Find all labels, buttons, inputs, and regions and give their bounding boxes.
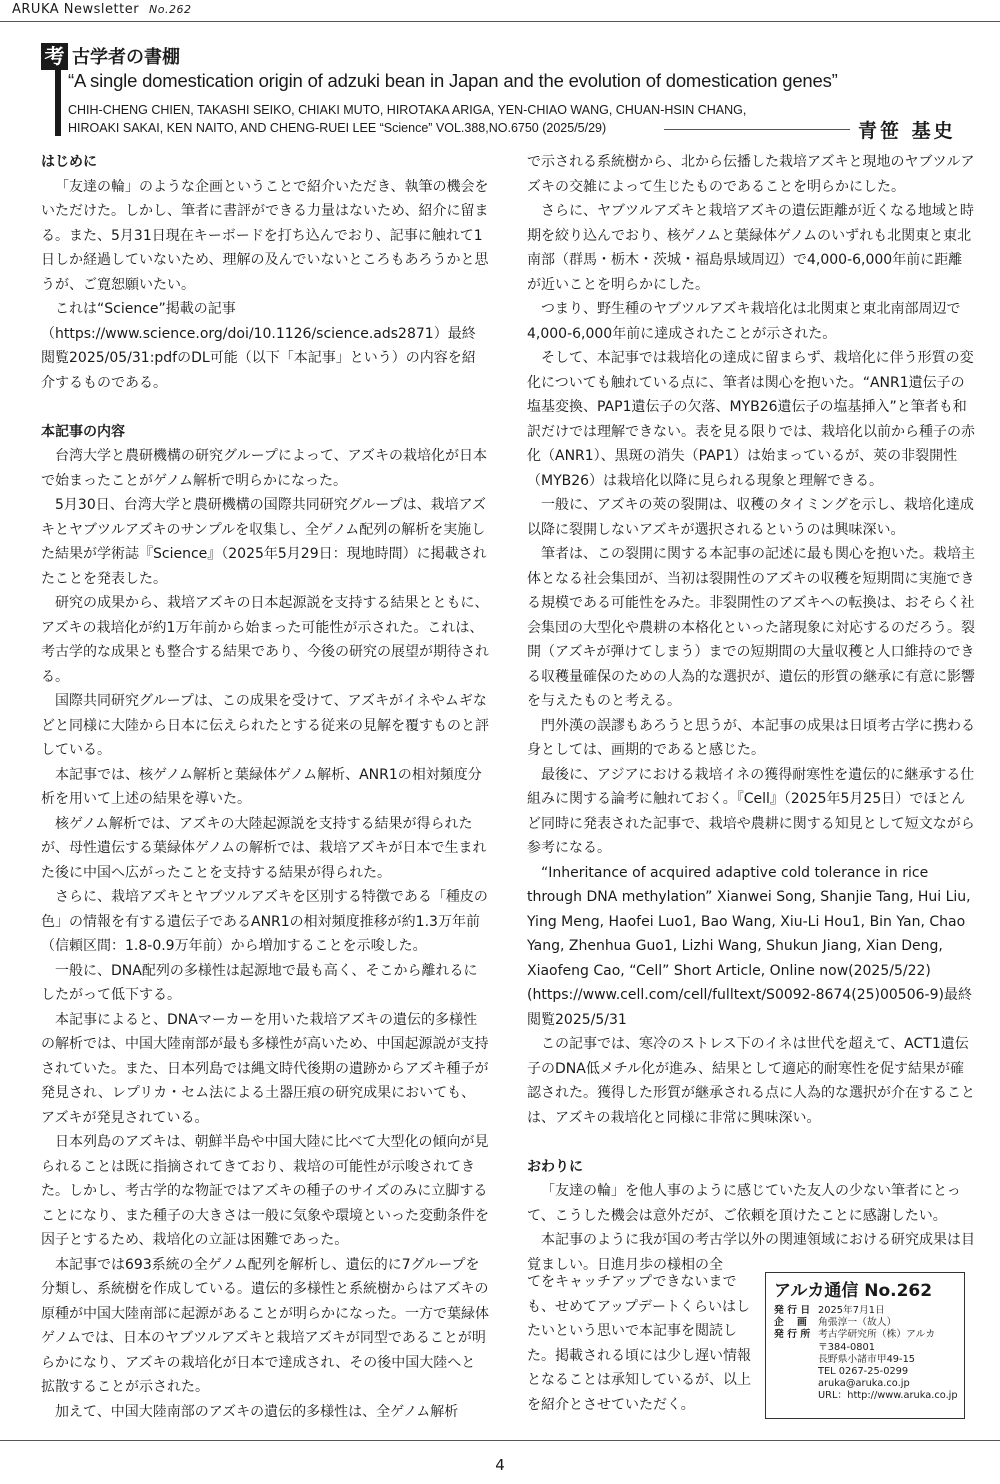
right-column bbox=[527, 150, 975, 1277]
issue-number: No.262 bbox=[149, 3, 192, 16]
paragraph: てをキャッチアップできないまでも、せめてアップデートくらいはしたいという思いで本記事を閲読した。掲載される頃には少し遅い情報となることは承知しているが、以上を紹介とさせていただく。 bbox=[527, 1274, 751, 1413]
paragraph: 本記事では、核ゲノム解析と葉緑体ゲノム解析、ANR1の相対頻度分析を用いて上述の結果を導いた。 bbox=[41, 766, 482, 807]
running-head bbox=[12, 2, 192, 17]
colophon-address: 長野県小諸市甲49-15 bbox=[818, 1353, 916, 1365]
colophon-box bbox=[765, 1272, 965, 1419]
title-bar bbox=[55, 70, 61, 136]
paragraph: 台湾大学と農研機構の研究グループによって、アズキの栽培化が日本で始まったことがゲノム解析で明らかになった。 bbox=[41, 448, 488, 489]
paragraph: さらに、栽培アズキとヤブツルアズキを区別する特徴である「種皮の色」の情報を有する遺伝子であるANR1の相対頻度推移が約1.3万年前（信頼区間：1.8-0.9万年前）から増加することを示唆した。 bbox=[41, 889, 488, 954]
paragraph: 一般に、DNA配列の多様性は起源地で最も高く、そこから離れるにしたがって低下する。 bbox=[41, 962, 478, 1003]
section-gap bbox=[527, 1130, 975, 1155]
paragraph: 筆者は、この裂開に関する本記事の記述に最も関心を抱いた。栽培主体となる社会集団が、当初は裂開性のアズキの収穫を短期間に実施できる規模である可能性をみた。非裂開性のアズキへの転換は、おそらく社会集団の大型化や農耕の本格化といった諸現象に対応するのだろう。裂開（アズキが弾けてしまう）までの短期間の大量収穫と人口維持のできる収穫量確保のための人為的な選択が、遺伝的形質の継承に有意に影響を与えたものと考える。 bbox=[527, 546, 975, 709]
paragraph: 核ゲノム解析では、アズキの大陸起源説を支持する結果が得られたが、母性遺伝する葉緑体ゲノムの解析では、栽培アズキが日本で生まれた後に中国へ広がったことを支持する結果が得られた。 bbox=[41, 815, 487, 881]
paper-title: “A single domestication origin of adzuki bean in Japan and the evolution of domestication genes” bbox=[68, 70, 838, 91]
footer-rule bbox=[0, 1440, 1000, 1441]
heading-intro: はじめに bbox=[41, 154, 97, 170]
colophon-postal: 〒384-0801 bbox=[818, 1341, 875, 1353]
colophon-tel: TEL 0267-25-0299 bbox=[818, 1366, 909, 1378]
paragraph: 本記事によると、DNAマーカーを用いた栽培アズキの遺伝的多様性の解析では、中国大陸南部が最も多様性が高いため、中国起源説が支持されていた。また、日本列島では縄文時代後期の遺跡からアズキ種子が発見され、レプリカ・セム法による土器圧痕の研究成果においても、アズキが発見されている。 bbox=[41, 1011, 489, 1126]
paragraph: 国際共同研究グループは、この成果を受けて、アズキがイネやムギなどと同様に大陸から日本に伝えられたとする従来の見解を覆すものと評している。 bbox=[41, 693, 489, 758]
paragraph: この記事では、寒冷のストレス下のイネは世代を超えて、ACT1遺伝子のDNA低メチル化が進み、結果として適応的耐寒性を促す結果が確認された。獲得した形質が継承される点に人為的な選択が介在することは、アズキの栽培化と同様に非常に興味深い。 bbox=[527, 1036, 975, 1126]
paragraph: 「友達の輪」のような企画ということで紹介いただき、執筆の機会をいただけた。しかし、筆者に書評ができる力量はないため、紹介に留まる。また、5月31日現在キーボードを打ち込んでおり、記事に触れて1日しか経過していないため、理解の及んでいないところもあろうかと思うが、ご寛恕願いたい。 bbox=[41, 178, 489, 293]
paragraph: 本記事のように我が国の考古学以外の関連領域における研究成果は目覚ましい。日進月歩の様相の全 bbox=[527, 1232, 975, 1273]
heading-conclusion: おわりに bbox=[527, 1158, 583, 1175]
reference-citation: “Inheritance of acquired adaptive cold tolerance in rice through DNA methylation” Xianwei Song, Shanjie Tang, Hui Liu, Ying Meng, Haofei Luo1, Bao Wang, Xiu-Li Hou1, Bin Yan, Chao Yang, Zhenhua Guo1, Lizhi Wang, Shukun Jiang, Xian Deng, Xiaofeng Cao, “Cell” Short Article, Online now(2025/5/22)(https://www.cell.com/cell/fulltext/S0092-8674(25)00506-9)最終閲覧2025/5/31 bbox=[527, 864, 972, 1028]
colophon-publisher-row: 発 行 所 考古学研究所（株）アルカ bbox=[774, 1329, 936, 1341]
authors-line-1: CHIH-CHENG CHIEN, TAKASHI SEIKO, CHIAKI MUTO, HIROTAKA ARIGA, YEN-CHIAO WANG, CHUAN-HSIN CHANG, bbox=[68, 103, 747, 117]
paragraph: つまり、野生種のヤブツルアズキ栽培化は北関東と東北南部周辺で4,000-6,000年前に達成されたことが示された。 bbox=[527, 301, 961, 342]
paragraph: で示される系統樹から、北から伝播した栽培アズキと現地のヤブツルアズキの交雑によって生じたものであることを明らかにした。 bbox=[527, 154, 975, 195]
closing-paragraph-continued bbox=[527, 1270, 755, 1417]
paragraph: そして、本記事では栽培化の達成に留まらず、栽培化に伴う形質の変化についても触れている点に、筆者は関心を抱いた。“ANR1遺伝子の塩基変換、PAP1遺伝子の欠落、MYB26遺伝子の塩基挿入”と筆者も和訳だけでは理解できない。表を見る限りでは、栽培化以前から種子の赤化（ANR1）、黒斑の消失（PAP1）は始まっているが、莢の非裂開性（MYB26）は栽培化以降に見られる現象と理解できる。 bbox=[527, 350, 975, 489]
colophon-email: aruka@aruka.co.jp bbox=[818, 1378, 910, 1390]
left-column bbox=[41, 150, 489, 1424]
colophon-pub-date-row: 発 行 日 2025年7月1日 bbox=[774, 1305, 885, 1316]
colophon-title: アルカ通信 No.262 bbox=[774, 1281, 933, 1301]
paragraph: 研究の成果から、栽培アズキの日本起源説を支持する結果とともに、アズキの栽培化が約1万年前から始まった可能性が示された。これは、考古学的な成果とも整合する結果であり、今後の研究の展望が期待される。 bbox=[41, 595, 489, 685]
paragraph: 本記事では693系統の全ゲノム配列を解析し、遺伝的に7グループを分類し、系統樹を作成している。遺伝的多様性と系統樹からはアズキの原種が中国大陸南部に起源があることが明らかになった。一方で葉緑体ゲノムでは、日本のヤブツルアズキと栽培アズキが同型であることが明らかになり、アズキの栽培化が日本で達成され、その後中国大陸へと拡散することが示された。 bbox=[41, 1256, 489, 1395]
author-rule bbox=[664, 129, 850, 130]
paragraph: 「友達の輪」を他人事のように感じていた友人の少ない筆者にとって、こうした機会は意外だが、ご依頼を頂けたことに感謝したい。 bbox=[527, 1183, 961, 1224]
paragraph: 最後に、アジアにおける栽培イネの獲得耐寒性を遺伝的に継承する仕組みに関する論考に触れておく。『Cell』（2025年5月25日）でほとんど同時に発表された記事で、栽培や農耕に関する知見として短文ながら参考になる。 bbox=[527, 766, 975, 856]
author-list bbox=[68, 101, 746, 137]
paragraph: 門外漢の誤謬もあろうと思うが、本記事の成果は日頃考古学に携わる身としては、画期的であると感じた。 bbox=[527, 717, 975, 758]
column-tag: 考 bbox=[41, 43, 68, 70]
colophon-url: URL：http://www.aruka.co.jp bbox=[818, 1390, 958, 1402]
paragraph: 加えて、中国大陸南部のアズキの遺伝的多様性は、全ゲノム解析 bbox=[55, 1403, 459, 1420]
column-title: 古学者の書棚 bbox=[72, 47, 180, 68]
paragraph: さらに、ヤブツルアズキと栽培アズキの遺伝距離が近くなる地域と時期を絞り込んでおり、核ゲノムと葉緑体ゲノムのいずれも北関東と東北南部（群馬・栃木・茨城・福島県域周辺）で4,000-6,000年前に距離が近いことを明らかにした。 bbox=[527, 203, 974, 293]
colophon-planner-row: 企 画 角張淳一（故人） bbox=[774, 1317, 897, 1329]
reviewer-name: 青笹 基史 bbox=[858, 120, 956, 142]
page-number: 4 bbox=[495, 1456, 505, 1474]
paragraph: 5月30日、台湾大学と農研機構の国際共同研究グループは、栽培アズキとヤブツルアズキのサンプルを収集し、全ゲノム配列の解析を実施した結果が学術誌『Science』（2025年5月29日：現地時間）に掲載されたことを発表した。 bbox=[41, 497, 487, 587]
section-gap bbox=[41, 395, 489, 420]
header-rule bbox=[0, 21, 1000, 22]
paragraph: 一般に、アズキの莢の裂開は、収穫のタイミングを示し、栽培化達成以降に裂開しないアズキが選択されるというのは興味深い。 bbox=[527, 497, 974, 538]
heading-content: 本記事の内容 bbox=[41, 423, 125, 440]
paragraph: 日本列島のアズキは、朝鮮半島や中国大陸に比べて大型化の傾向が見られることは既に指摘されてきており、栽培の可能性が示唆されてきた。しかし、考古学的な物証ではアズキの種子のサイズのみに立脚することになり、また種子の大きさは一般に気象や環境といった変動条件を因子とするため、栽培化の立証は困難であった。 bbox=[41, 1134, 489, 1248]
newsletter-name: ARUKA Newsletter bbox=[12, 2, 140, 17]
paragraph: これは“Science”掲載の記事（https://www.science.org/doi/10.1126/science.ads2871）最終閲覧2025/05/31:pdfのDL可能（以下「本記事」という）の内容を紹介するものである。 bbox=[41, 301, 476, 391]
authors-line-2: HIROAKI SAKAI, KEN NAITO, AND CHENG-RUEI LEE “Science” VOL.388,NO.6750 (2025/5/29) bbox=[68, 121, 607, 135]
